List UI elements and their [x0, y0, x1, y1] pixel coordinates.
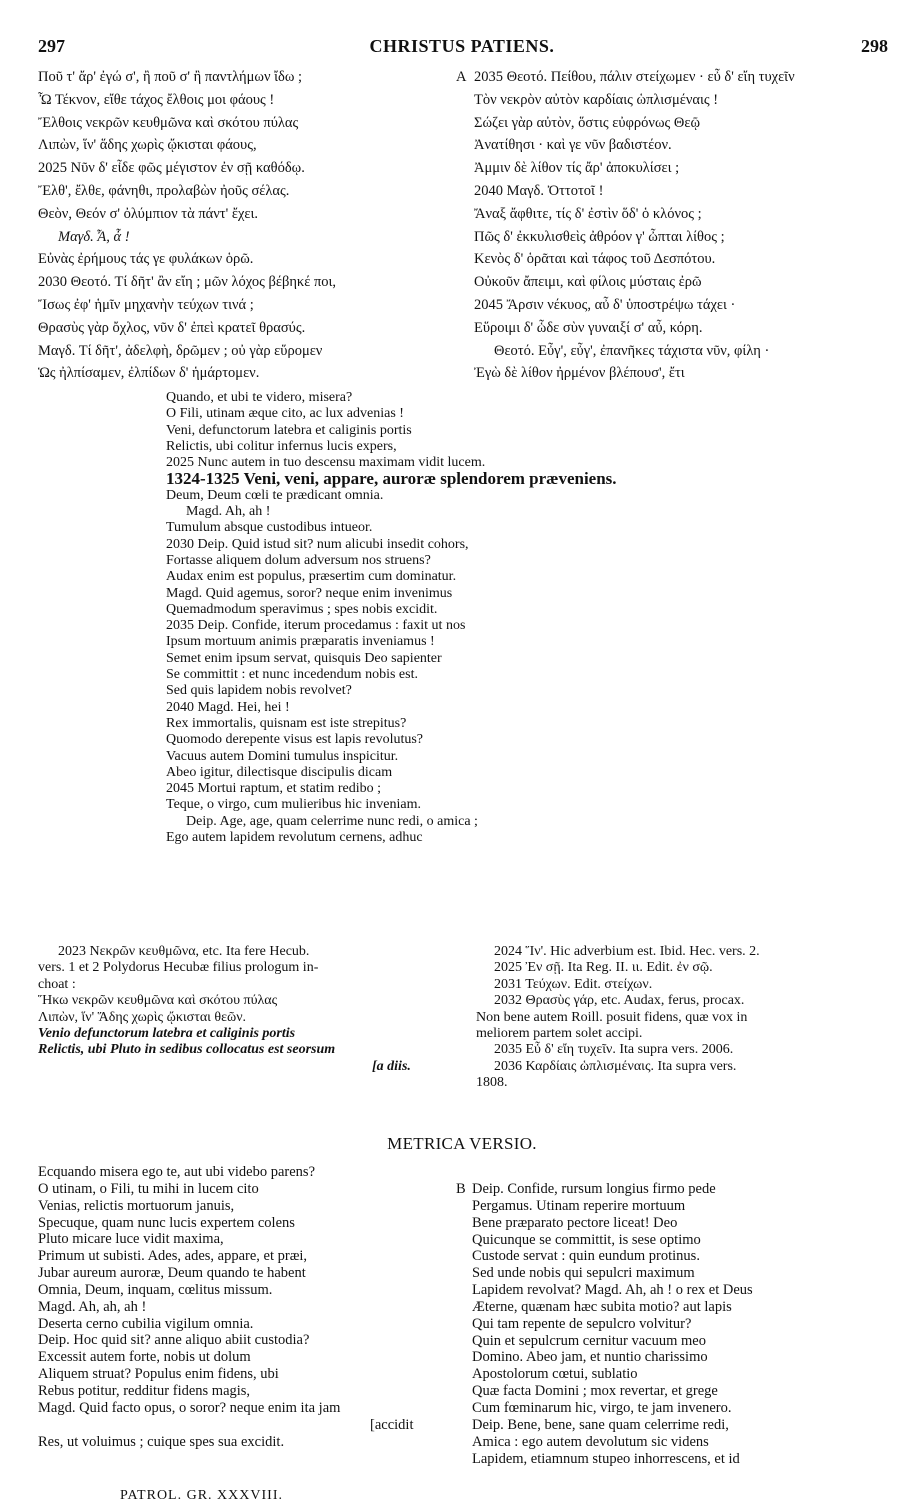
note-line: [a diis. [372, 1058, 411, 1074]
greek-line: Λιπὼν, ἵν' ἅδης χωρὶς ᾤκισται φάους, [38, 137, 257, 154]
greek-line: 2025 Νῦν δ' εἶδε φῶς μέγιστον ἐν σῇ καθόδῳ. [38, 160, 305, 177]
greek-line: Ὡς ἠλπίσαμεν, ἐλπίδων δ' ἡμάρτομεν. [38, 365, 260, 382]
note-line: 2031 Τεύχων. Edit. στείχων. [494, 976, 653, 992]
latin-line: Se committit : et nunc incedendum nobis est. [166, 667, 418, 683]
note-line: 2035 Εὖ δ' εἴη τυχεῖν. Ita supra vers. 2006. [494, 1042, 734, 1058]
greek-line: Κενὸς δ' ὁρᾶται καὶ τάφος τοῦ Δεσπότου. [474, 251, 716, 268]
latin-line: Sed quis lapidem nobis revolvet? [166, 683, 352, 699]
latin-line: Tumulum absque custodibus intueor. [166, 520, 373, 536]
greek-line: Σώζει γὰρ αὐτὸν, ὅστις εὐφρόνως Θεῷ [474, 114, 700, 131]
section-title: METRICA VERSIO. [387, 1134, 537, 1153]
verse-line: Omnia, Deum, inquam, cœlitus missum. [38, 1281, 273, 1298]
greek-text-left [38, 66, 458, 385]
latin-line: Teque, o virgo, cum mulieribus hic inveniam. [166, 797, 421, 813]
greek-line: Θεοτό. Εὖγ', εὖγ', ἐπανῆκες τάχιστα νῦν, φίλη · [494, 342, 770, 359]
verse-line: Quicunque se committit, is sese optimo [472, 1231, 701, 1248]
greek-line: Τὸν νεκρὸν αὐτὸν καρδίαις ὡπλισμέναις ! [474, 91, 719, 108]
greek-line: Ἀνατίθησι · καὶ γε νῦν βαδιστέον. [474, 137, 672, 154]
latin-line: Quemadmodum speravimus ; spes nobis excidit. [166, 601, 438, 617]
latin-line: 2045 Mortui raptum, et statim redibo ; [166, 781, 382, 797]
note-line: 2023 Νεκρῶν κευθμῶνα, etc. Ita fere Hecub. [58, 944, 310, 959]
verse-line: [accidit [370, 1416, 414, 1433]
greek-line: Οὐκοῦν ἄπειμι, καὶ φίλοις μύσταις ἐρῶ [474, 274, 702, 291]
greek-line: Μαγδ. Τί δῆτ', ἀδελφὴ, δρῶμεν ; οὐ γὰρ εὕρομεν [38, 342, 323, 359]
latin-line: Magd. Quid agemus, soror? neque enim invenimus [166, 585, 453, 601]
verse-line: Apostolorum cœtui, sublatio [472, 1366, 638, 1383]
verse-line: Lapidem revolvat? Magd. Ah, ah ! o rex et Deus [472, 1282, 753, 1299]
note-line: meliorem partem solet accipi. [476, 1026, 643, 1042]
note-line: Non bene autem Roill. posuit fidens, quæ vox in [476, 1009, 748, 1025]
note-line: 2024 Ἵν'. Hic adverbium est. Ibid. Hec. vers. 2. [494, 944, 760, 959]
greek-line: 2040 Μαγδ. Ὀττοτοῖ ! [474, 182, 604, 199]
greek-line: Ἴσως ἐφ' ἡμῖν μηχανὴν τεύχων τινά ; [38, 296, 254, 313]
verse-line: Deip. Confide, rursum longius firmo pede [472, 1181, 716, 1197]
note-line: Venio defunctorum latebra et caliginis portis [38, 1026, 296, 1042]
greek-line: Ἔλθοις νεκρῶν κευθμῶνα καὶ σκότου πύλας [38, 114, 299, 131]
verse-line: Pluto micare luce vidit maxima, [38, 1231, 224, 1248]
verse-line: Jubar aureum auroræ, Deum quando te habent [38, 1265, 306, 1282]
verse-line: Primum ut subisti. Ades, ades, appare, et præi, [38, 1248, 308, 1265]
verse-line: Domino. Abeo jam, et nuntio charissimo [472, 1349, 708, 1366]
latin-line: Ipsum mortuum animis præparatis inveniamus ! [166, 634, 435, 650]
latin-line: Fortasse aliquem dolum adversum nos struens? [166, 552, 431, 568]
greek-line: Ἐγὼ δὲ λίθον ἠρμένον βλέπουσ', ἔτι [474, 365, 685, 382]
verse-line: Quin et sepulcrum cernitur vacuum meo [472, 1332, 706, 1349]
running-title: CHRISTUS PATIENS. [369, 36, 555, 56]
note-line: choat : [38, 976, 76, 992]
verse-line: Rebus potitur, redditur fidens magis, [38, 1382, 251, 1399]
verse-line: Cum fœminarum hic, virgo, te jam invenero. [472, 1399, 732, 1416]
margin-letter-a: A [456, 69, 467, 85]
verse-line: Ecquando misera ego te, aut ubi videbo parens? [38, 1164, 316, 1180]
greek-line: 2045 Ἄρσιν νέκυος, αὖ δ' ὑποστρέψω τάχει · [474, 296, 736, 313]
latin-line: 2035 Deip. Confide, iterum procedamus : faxit ut nos [166, 618, 466, 634]
verse-right [472, 1181, 902, 1467]
verse-line: Magd. Quid facto opus, o soror? neque enim ita jam [38, 1399, 341, 1416]
latin-line: O Fili, utinam æque cito, ac lux advenias ! [166, 406, 404, 422]
verse-line: Amica : ego autem devolutum sic videns [472, 1433, 709, 1450]
latin-line: Ego autem lapidem revolutum cernens, adhuc [166, 830, 423, 846]
note-line: 2036 Καρδίαις ὡπλισμέναις. Ita supra vers. [494, 1058, 737, 1074]
note-line: 2032 Θρασὺς γάρ, etc. Audax, ferus, procax. [494, 993, 745, 1009]
note-line: Relictis, ubi Pluto in sedibus collocatus est seorsum [38, 1042, 336, 1058]
note-line: 2025 Ἐν σῇ. Ita Reg. II. ιι. Edit. ἐν σῷ. [494, 960, 713, 976]
margin-letter-b: B [456, 1181, 466, 1197]
verse-line: Magd. Ah, ah, ah ! [38, 1298, 147, 1315]
greek-line: Ἀμμιν δὲ λίθον τίς ἄρ' ἀποκυλίσει ; [474, 160, 680, 177]
verse-line: Custode servat : quin eundum protinus. [472, 1248, 700, 1265]
verse-line: Quæ facta Domini ; mox revertar, et grege [472, 1383, 718, 1400]
verse-line: Deserta cerno cubilia vigilum omnia. [38, 1315, 254, 1332]
verse-line: Sed unde nobis qui sepulcri maximum [472, 1265, 695, 1282]
greek-line: Θρασὺς γὰρ ὄχλος, νῦν δ' ἐπεὶ κρατεῖ θρασύς. [38, 319, 306, 336]
greek-line: Ἔλθ', ἔλθε, φάνηθι, προλαβὼν ἠοῦς σέλας. [38, 182, 290, 199]
latin-line: Quando, et ubi te videro, misera? [166, 390, 353, 405]
greek-line: Εὕροιμι δ' ὧδε σὺν γυναιξί σ' αὖ, κόρη. [474, 319, 703, 336]
latin-line: Vacuus autem Domini tumulus inspicitur. [166, 748, 399, 764]
latin-line: Audax enim est populus, præsertim cum dominatur. [166, 569, 457, 585]
verse-line: Pergamus. Utinam reperire mortuum [472, 1197, 686, 1214]
greek-line: Εὐνὰς ἐρήμους τάς γε φυλάκων ὁρῶ. [38, 251, 254, 268]
latin-line: Abeo igitur, dilectisque discipulis dicam [166, 764, 393, 780]
latin-line: 2040 Magd. Hei, hei ! [166, 699, 290, 715]
latin-line: 2030 Deip. Quid istud sit? num alicubi insedit cohors, [166, 536, 469, 552]
verse-line: Deip. Hoc quid sit? anne aliquo abiit custodia? [38, 1332, 310, 1349]
greek-line: 2035 Θεοτό. Πείθου, πάλιν στείχωμεν · εὖ δ' εἴη τυχεῖν [474, 69, 795, 85]
latin-line: Semet enim ipsum servat, quisquis Deo sapienter [166, 650, 442, 666]
page-number-left: 297 [38, 36, 65, 56]
verse-line: Specuque, quam nunc lucis expertem colens [38, 1214, 295, 1231]
verse-line: Res, ut voluimus ; cuique spes sua excidit. [38, 1433, 285, 1450]
verse-left [38, 1164, 458, 1450]
note-line: 1808. [476, 1075, 508, 1091]
verse-line: Lapidem, etiamnum stupeo inhorrescens, et id [472, 1450, 740, 1467]
footer-signature: PATROL. GR. XXXVIII. [120, 1488, 283, 1503]
verse-line: O utinam, o Fili, tu mihi in lucem cito [38, 1180, 259, 1197]
verse-line: Aliquem struat? Populus enim fidens, ubi [38, 1366, 279, 1383]
latin-line: Relictis, ubi colitur infernus lucis expers, [166, 438, 397, 454]
latin-line: 2025 Nunc autem in tuo descensu maximam vidit lucem. [166, 455, 486, 471]
latin-line: Deum, Deum cœli te prædicant omnia. [166, 487, 384, 503]
page-number-right: 298 [861, 36, 888, 56]
latin-line: Deip. Age, age, quam celerrime nunc redi, o amica ; [186, 813, 478, 829]
notes-right [476, 944, 896, 1092]
latin-line: Magd. Ah, ah ! [186, 504, 271, 520]
greek-line: Θεὸν, Θεόν σ' ὀλύμπιον τὰ πάντ' ἔχει. [38, 205, 259, 222]
greek-line: Ὦ Τέκνον, εἴθε τάχος ἔλθοις μοι φάους ! [38, 91, 275, 108]
verse-line: Qui tam repente de sepulcro volvitur? [472, 1315, 692, 1332]
note-line: Ἥκω νεκρῶν κευθμῶνα καὶ σκότου πύλας [38, 993, 278, 1009]
greek-line: Πῶς δ' ἐκκυλισθεὶς ἀθρόον γ' ὦπται λίθος ; [474, 228, 725, 245]
greek-line: Μαγδ. Ἆ, ἆ ! [58, 228, 130, 245]
greek-line: Ἄναξ ἄφθιτε, τίς δ' ἐστὶν ὅδ' ὁ κλόνος ; [474, 205, 702, 222]
verse-line: Excessit autem forte, nobis ut dolum [38, 1349, 251, 1366]
notes-left [38, 944, 458, 1075]
greek-line: Ποῦ τ' ἄρ' ἐγώ σ', ἢ ποῦ σ' ἢ παντλήμων ἴδω ; [38, 69, 303, 85]
latin-line: Veni, defunctorum latebra et caliginis portis [166, 422, 412, 438]
latin-line-column-marker: 1324-1325 Veni, veni, appare, auroræ splendorem præveniens. [166, 469, 617, 489]
note-line: vers. 1 et 2 Polydorus Hecubæ filius prologum in- [38, 960, 319, 976]
latin-line: Quomodo derepente visus est lapis revolutus? [166, 732, 424, 748]
verse-line: Deip. Bene, bene, sane quam celerrime redi, [472, 1416, 729, 1433]
verse-line: Bene præparato pectore liceat! Deo [472, 1214, 678, 1231]
latin-line: Rex immortalis, quisnam est iste strepitus? [166, 715, 407, 731]
greek-text-right [474, 66, 900, 385]
verse-line: Venias, relictis mortuorum januis, [38, 1197, 235, 1214]
page-header [0, 36, 924, 58]
verse-line: Æterne, quænam hæc subita motio? aut lapis [472, 1298, 732, 1315]
latin-translation [166, 390, 766, 846]
note-line: Λιπὼν, ἵν' Ἅδης χωρὶς ᾤκισται θεῶν. [38, 1009, 247, 1025]
greek-line: 2030 Θεοτό. Τί δῆτ' ἂν εἴη ; μῶν λόχος βέβηκέ ποι, [38, 274, 337, 291]
